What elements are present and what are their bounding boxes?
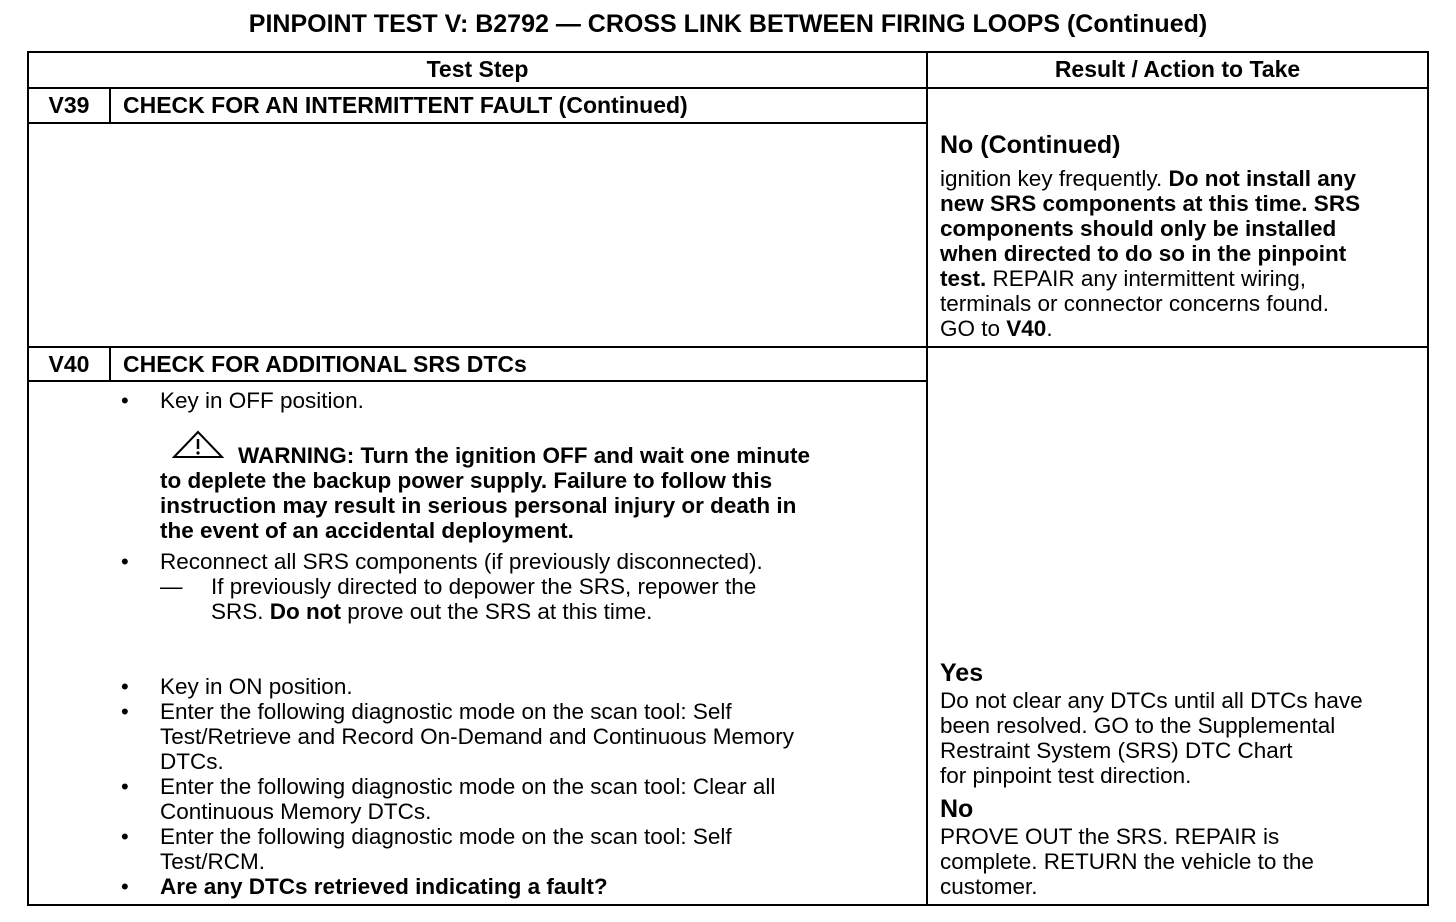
result-line: customer.: [940, 874, 1038, 899]
result-line: new SRS components at this time. SRS: [940, 191, 1361, 216]
warning-triangle-icon: [172, 430, 224, 465]
step-question: Are any DTCs retrieved indicating a fault?: [160, 874, 608, 899]
result-line: PROVE OUT the SRS. REPAIR is: [940, 824, 1280, 849]
bullet: •: [121, 674, 129, 699]
result-line: GO to V40.: [940, 316, 1053, 341]
step-heading-v39: CHECK FOR AN INTERMITTENT FAULT (Continued): [123, 92, 688, 118]
bullet: •: [121, 388, 129, 413]
header-result: Result / Action to Take: [1054, 56, 1301, 82]
result-line: when directed to do so in the pinpoint: [940, 241, 1347, 266]
bullet: •: [121, 824, 129, 849]
result-heading-no: No: [940, 795, 974, 823]
result-line: been resolved. GO to the Supplemental: [940, 713, 1336, 738]
warning-text: WARNING: Turn the ignition OFF and wait one minute: [238, 443, 811, 468]
result-line: terminals or connector concerns found.: [940, 291, 1329, 316]
result-line: test. REPAIR any intermittent wiring,: [940, 266, 1306, 291]
result-line: Do not clear any DTCs until all DTCs have: [940, 688, 1363, 713]
warning-text: the event of an accidental deployment.: [160, 518, 574, 543]
step-item: Key in OFF position.: [160, 388, 364, 413]
bullet: •: [121, 874, 129, 899]
step-item: Test/RCM.: [160, 849, 266, 874]
warning-text: instruction may result in serious personal injury or death in: [160, 493, 797, 518]
bullet: •: [121, 774, 129, 799]
result-line: Restraint System (SRS) DTC Chart: [940, 738, 1293, 763]
step-subitem: SRS. Do not prove out the SRS at this time.: [211, 599, 653, 624]
step-item: Continuous Memory DTCs.: [160, 799, 432, 824]
result-line: components should only be installed: [940, 216, 1337, 241]
page-title: PINPOINT TEST V: B2792 — CROSS LINK BETWEEN FIRING LOOPS (Continued): [248, 10, 1208, 38]
result-line: for pinpoint test direction.: [940, 763, 1192, 788]
step-item: Enter the following diagnostic mode on the scan tool: Clear all: [160, 774, 776, 799]
result-line: complete. RETURN the vehicle to the: [940, 849, 1314, 874]
result-heading-yes: Yes: [940, 659, 984, 687]
warning-text: to deplete the backup power supply. Failure to follow this: [160, 468, 773, 493]
header-test-step: Test Step: [426, 56, 529, 82]
step-subitem: If previously directed to depower the SRS, repower the: [211, 574, 757, 599]
step-item: Reconnect all SRS components (if previously disconnected).: [160, 549, 763, 574]
sub-dash: —: [160, 574, 183, 599]
step-item: Key in ON position.: [160, 674, 353, 699]
step-item: Enter the following diagnostic mode on the scan tool: Self: [160, 824, 732, 849]
result-heading-no-continued: No (Continued): [940, 131, 1121, 159]
bullet: •: [121, 699, 129, 724]
result-line: ignition key frequently. Do not install any: [940, 166, 1356, 191]
step-item: DTCs.: [160, 749, 224, 774]
step-item: Test/Retrieve and Record On-Demand and Continuous Memory: [160, 724, 795, 749]
step-heading-v40: CHECK FOR ADDITIONAL SRS DTCs: [123, 351, 527, 377]
step-number-v40: V40: [48, 351, 90, 377]
step-item: Enter the following diagnostic mode on the scan tool: Self: [160, 699, 732, 724]
bullet: •: [121, 549, 129, 574]
step-number-v39: V39: [48, 92, 90, 118]
